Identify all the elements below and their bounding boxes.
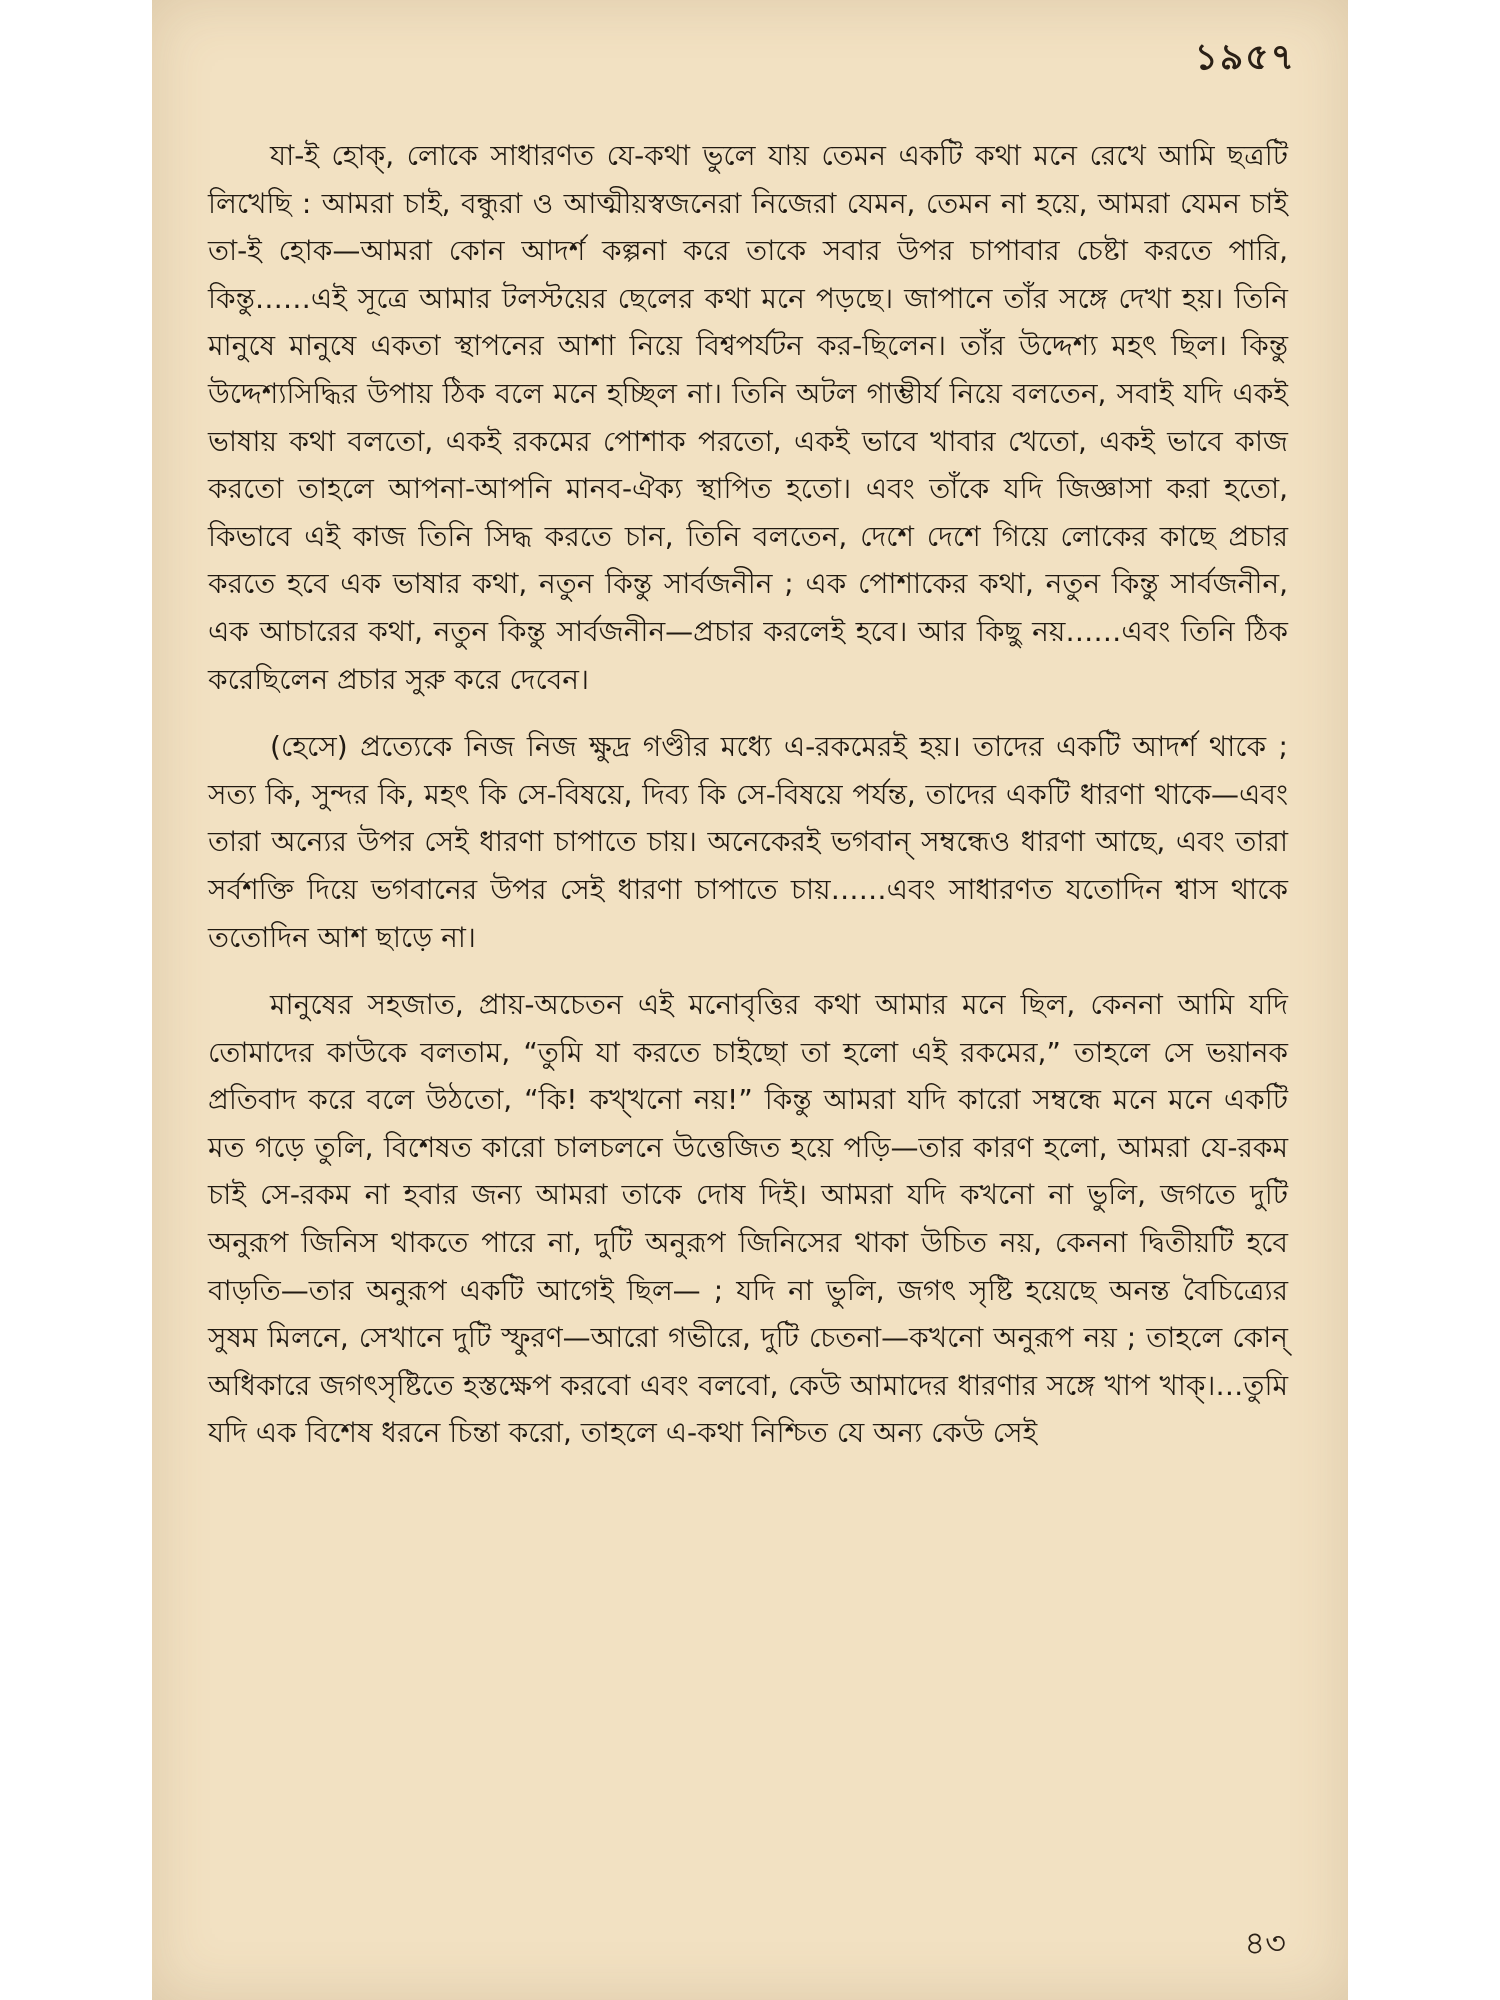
page-body-text bbox=[208, 132, 1288, 1477]
paragraph-2: (হেসে) প্রত্যেকে নিজ নিজ ক্ষুদ্র গণ্ডীর মধ্যে এ-রকমেরই হয়। তাদের একটি আদর্শ থাকে ; সত্য কি, সুন্দর কি, মহৎ কি সে-বিষয়ে, দিব্য কি সে-বিষয়ে পর্যন্ত, তাদের একটি ধারণা থাকে—এবং তারা অন্যের উপর সেই ধারণা চাপাতে চায়। অনেকেরই ভগবান্ সম্বন্ধেও ধারণা আছে, এবং তারা সর্বশক্তি দিয়ে ভগবানের উপর সেই ধারণা চাপাতে চায়……এবং সাধারণত যতোদিন শ্বাস থাকে ততোদিন আশ ছাড়ে না। bbox=[208, 730, 1288, 954]
paragraph-1: যা-ই হোক্, লোকে সাধারণত যে-কথা ভুলে যায় তেমন একটি কথা মনে রেখে আমি ছত্রটি লিখেছি : আমরা চাই, বন্ধুরা ও আত্মীয়স্বজনেরা নিজেরা যেমন, তেমন না হয়ে, আমরা যেমন চাই তা-ই হোক—আমরা কোন আদর্শ কল্পনা করে তাকে সবার উপর চাপাবার চেষ্টা করতে পারি, কিন্তু……এই সূত্রে আমার টলস্টয়ের ছেলের কথা মনে পড়ছে। জাপানে তাঁর সঙ্গে দেখা হয়। তিনি মানুষে মানুষে একতা স্থাপনের আশা নিয়ে বিশ্বপর্যটন কর-ছিলেন। তাঁর উদ্দেশ্য মহৎ ছিল। কিন্তু উদ্দেশ্যসিদ্ধির উপায় ঠিক বলে মনে হচ্ছিল না। তিনি অটল গাম্ভীর্য নিয়ে বলতেন, সবাই যদি একই ভাষায় কথা বলতো, একই রকমের পোশাক পরতো, একই ভাবে খাবার খেতো, একই ভাবে কাজ করতো তাহলে আপনা-আপনি মানব-ঐক্য স্থাপিত হতো। এবং তাঁকে যদি জিজ্ঞাসা করা হতো, কিভাবে এই কাজ তিনি সিদ্ধ করতে চান, তিনি বলতেন, দেশে দেশে গিয়ে লোকের কাছে প্রচার করতে হবে এক ভাষার কথা, নতুন কিন্তু সার্বজনীন ; এক পোশাকের কথা, নতুন কিন্তু সার্বজনীন, এক আচারের কথা, নতুন কিন্তু সার্বজনীন—প্রচার করলেই হবে। আর কিছু নয়……এবং তিনি ঠিক করেছিলেন প্রচার সুরু করে দেবেন। bbox=[208, 139, 1288, 696]
paragraph-3: মানুষের সহজাত, প্রায়-অচেতন এই মনোবৃত্তির কথা আমার মনে ছিল, কেননা আমি যদি তোমাদের কাউকে বলতাম, “তুমি যা করতে চাইছো তা হলো এই রকমের,” তাহলে সে ভয়ানক প্রতিবাদ করে বলে উঠতো, “কি! কখ্খনো নয়!” কিন্তু আমরা যদি কারো সম্বন্ধে মনে মনে একটি মত গড়ে তুলি, বিশেষত কারো চালচলনে উত্তেজিত হয়ে পড়ি—তার কারণ হলো, আমরা যে-রকম চাই সে-রকম না হবার জন্য আমরা তাকে দোষ দিই। আমরা যদি কখনো না ভুলি, জগতে দুটি অনুরূপ জিনিস থাকতে পারে না, দুটি অনুরূপ জিনিসের থাকা উচিত নয়, কেননা দ্বিতীয়টি হবে বাড়তি—তার অনুরূপ একটি আগেই ছিল— ; যদি না ভুলি, জগৎ সৃষ্টি হয়েছে অনন্ত বৈচিত্র্যের সুষম মিলনে, সেখানে দুটি স্ফুরণ—আরো গভীরে, দুটি চেতনা—কখনো অনুরূপ নয় ; তাহলে কোন্ অধিকারে জগৎসৃষ্টিতে হস্তক্ষেপ করবো এবং বলবো, কেউ আমাদের ধারণার সঙ্গে খাপ খাক্।…তুমি যদি এক বিশেষ ধরনে চিন্তা করো, তাহলে এ-কথা নিশ্চিত যে অন্য কেউ সেই bbox=[208, 988, 1288, 1450]
page-number: ৪৩ bbox=[1244, 1924, 1286, 1962]
book-page bbox=[152, 0, 1348, 2000]
running-header-number: ১৯৫৭ bbox=[1194, 37, 1296, 78]
